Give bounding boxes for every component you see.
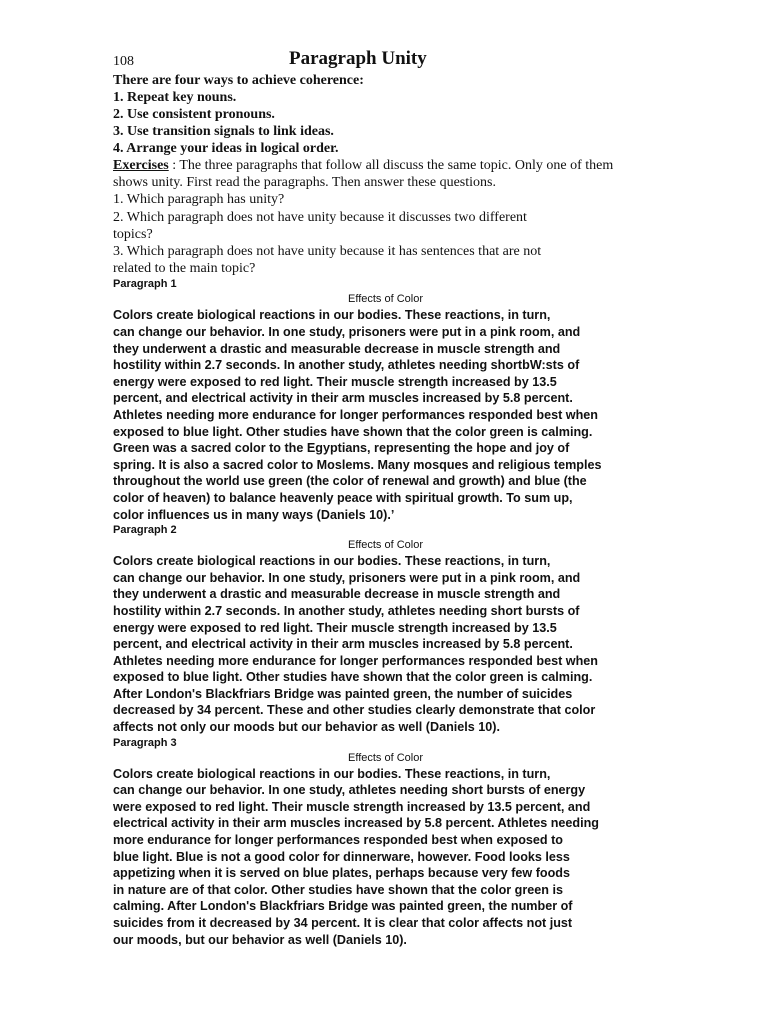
paragraph-block-1 (113, 277, 658, 523)
paragraph-line: percent, and electrical activity in their arm muscles increased by 5.8 percent. (113, 637, 573, 652)
question-line: 2. Which paragraph does not have unity because it discusses two different (113, 209, 527, 225)
paragraph-line: hostility within 2.7 seconds. In another study, athletes needing short bursts of (113, 603, 580, 618)
paragraph-line: hostility within 2.7 seconds. In another study, athletes needing shortbW:sts of (113, 358, 580, 373)
paragraph-line: color influences us in many ways (Daniels 10).’ (113, 507, 395, 522)
paragraph-line: in nature are of that color. Other studies have shown that the color green is (113, 882, 563, 897)
paragraph-line: After London's Blackfriars Bridge was painted green, the number of suicides (113, 686, 573, 701)
page-header (113, 48, 658, 72)
paragraph-block-2 (113, 523, 658, 736)
paragraph-title: Effects of Color (348, 539, 423, 552)
page-title: Paragraph Unity (289, 48, 427, 69)
paragraph-line: blue light. Blue is not a good color for dinnerware, however. Food looks less (113, 849, 570, 864)
paragraph-line: decreased by 34 percent. These and other studies clearly demonstrate that color (113, 703, 596, 718)
paragraph-line: Colors create biological reactions in our bodies. These reactions, in turn, (113, 554, 551, 569)
paragraph-line: exposed to blue light. Other studies have shown that the color green is calming. (113, 424, 593, 439)
intro-point: 2. Use consistent pronouns. (113, 107, 275, 122)
question-line: 1. Which paragraph has unity? (113, 192, 285, 208)
exercises-section (113, 157, 658, 277)
exercises-line: shows unity. First read the paragraphs. Then answer these questions. (113, 175, 496, 191)
exercises-intro-text: : The three paragraphs that follow all discuss the same topic. Only one of them (168, 158, 614, 173)
question-line: 3. Which paragraph does not have unity because it has sentences that are not (113, 244, 542, 260)
paragraph-title: Effects of Color (348, 293, 423, 306)
paragraph-block-3 (113, 736, 658, 949)
paragraph-line: Athletes needing more endurance for longer performances responded best when (113, 653, 598, 668)
paragraph-label: Paragraph 3 (113, 736, 177, 749)
intro-point: 3. Use transition signals to link ideas. (113, 124, 334, 139)
paragraph-line: calming. After London's Blackfriars Bridge was painted green, the number of (113, 899, 573, 914)
paragraph-label: Paragraph 1 (113, 278, 177, 291)
paragraph-line: percent, and electrical activity in their arm muscles increased by 5.8 percent. (113, 391, 573, 406)
paragraph-label: Paragraph 2 (113, 524, 177, 537)
intro-heading: There are four ways to achieve coherence: (113, 73, 364, 88)
paragraph-line: throughout the world use green (the color of renewal and growth) and blue (the (113, 474, 587, 489)
paragraph-line: appetizing when it is served on blue plates, perhaps because very few foods (113, 866, 570, 881)
intro-point: 4. Arrange your ideas in logical order. (113, 141, 339, 156)
paragraph-line: they underwent a drastic and measurable decrease in muscle strength and (113, 341, 561, 356)
paragraph-line: Green was a sacred color to the Egyptians, representing the hope and joy of (113, 441, 570, 456)
paragraph-line: can change our behavior. In one study, prisoners were put in a pink room, and (113, 570, 581, 585)
exercises-label: Exercises (113, 158, 169, 173)
document-page (113, 48, 658, 948)
paragraph-line: spring. It is also a sacred color to Moslems. Many mosques and religious temples (113, 457, 602, 472)
paragraph-line: Athletes needing more endurance for longer performances responded best when (113, 407, 598, 422)
paragraph-title: Effects of Color (348, 751, 423, 764)
paragraph-line: can change our behavior. In one study, athletes needing short bursts of energy (113, 783, 586, 798)
intro-point: 1. Repeat key nouns. (113, 90, 237, 105)
paragraph-line: Colors create biological reactions in our bodies. These reactions, in turn, (113, 308, 551, 323)
paragraph-line: our moods, but our behavior as well (Daniels 10). (113, 932, 407, 947)
paragraph-line: energy were exposed to red light. Their muscle strength increased by 13.5 (113, 620, 557, 635)
paragraph-line: Colors create biological reactions in our bodies. These reactions, in turn, (113, 766, 551, 781)
paragraph-line: affects not only our moods but our behavior as well (Daniels 10). (113, 720, 500, 735)
intro-section (113, 72, 658, 157)
question-line: topics? (113, 226, 153, 242)
paragraph-line: can change our behavior. In one study, prisoners were put in a pink room, and (113, 325, 581, 340)
paragraph-line: suicides from it decreased by 34 percent. It is clear that color affects not just (113, 916, 573, 931)
question-line: related to the main topic? (113, 261, 256, 277)
paragraph-line: energy were exposed to red light. Their muscle strength increased by 13.5 (113, 374, 557, 389)
paragraph-line: exposed to blue light. Other studies have shown that the color green is calming. (113, 670, 593, 685)
paragraph-line: were exposed to red light. Their muscle strength increased by 13.5 percent, and (113, 799, 591, 814)
exercises-line (113, 157, 658, 174)
paragraph-line: more endurance for longer performances responded best when exposed to (113, 833, 563, 848)
paragraph-line: they underwent a drastic and measurable decrease in muscle strength and (113, 587, 561, 602)
paragraph-line: electrical activity in their arm muscles increased by 5.8 percent. Athletes needing (113, 816, 599, 831)
page-number: 108 (113, 54, 134, 69)
paragraph-line: color of heaven) to balance heavenly peace with spiritual growth. To sum up, (113, 490, 573, 505)
